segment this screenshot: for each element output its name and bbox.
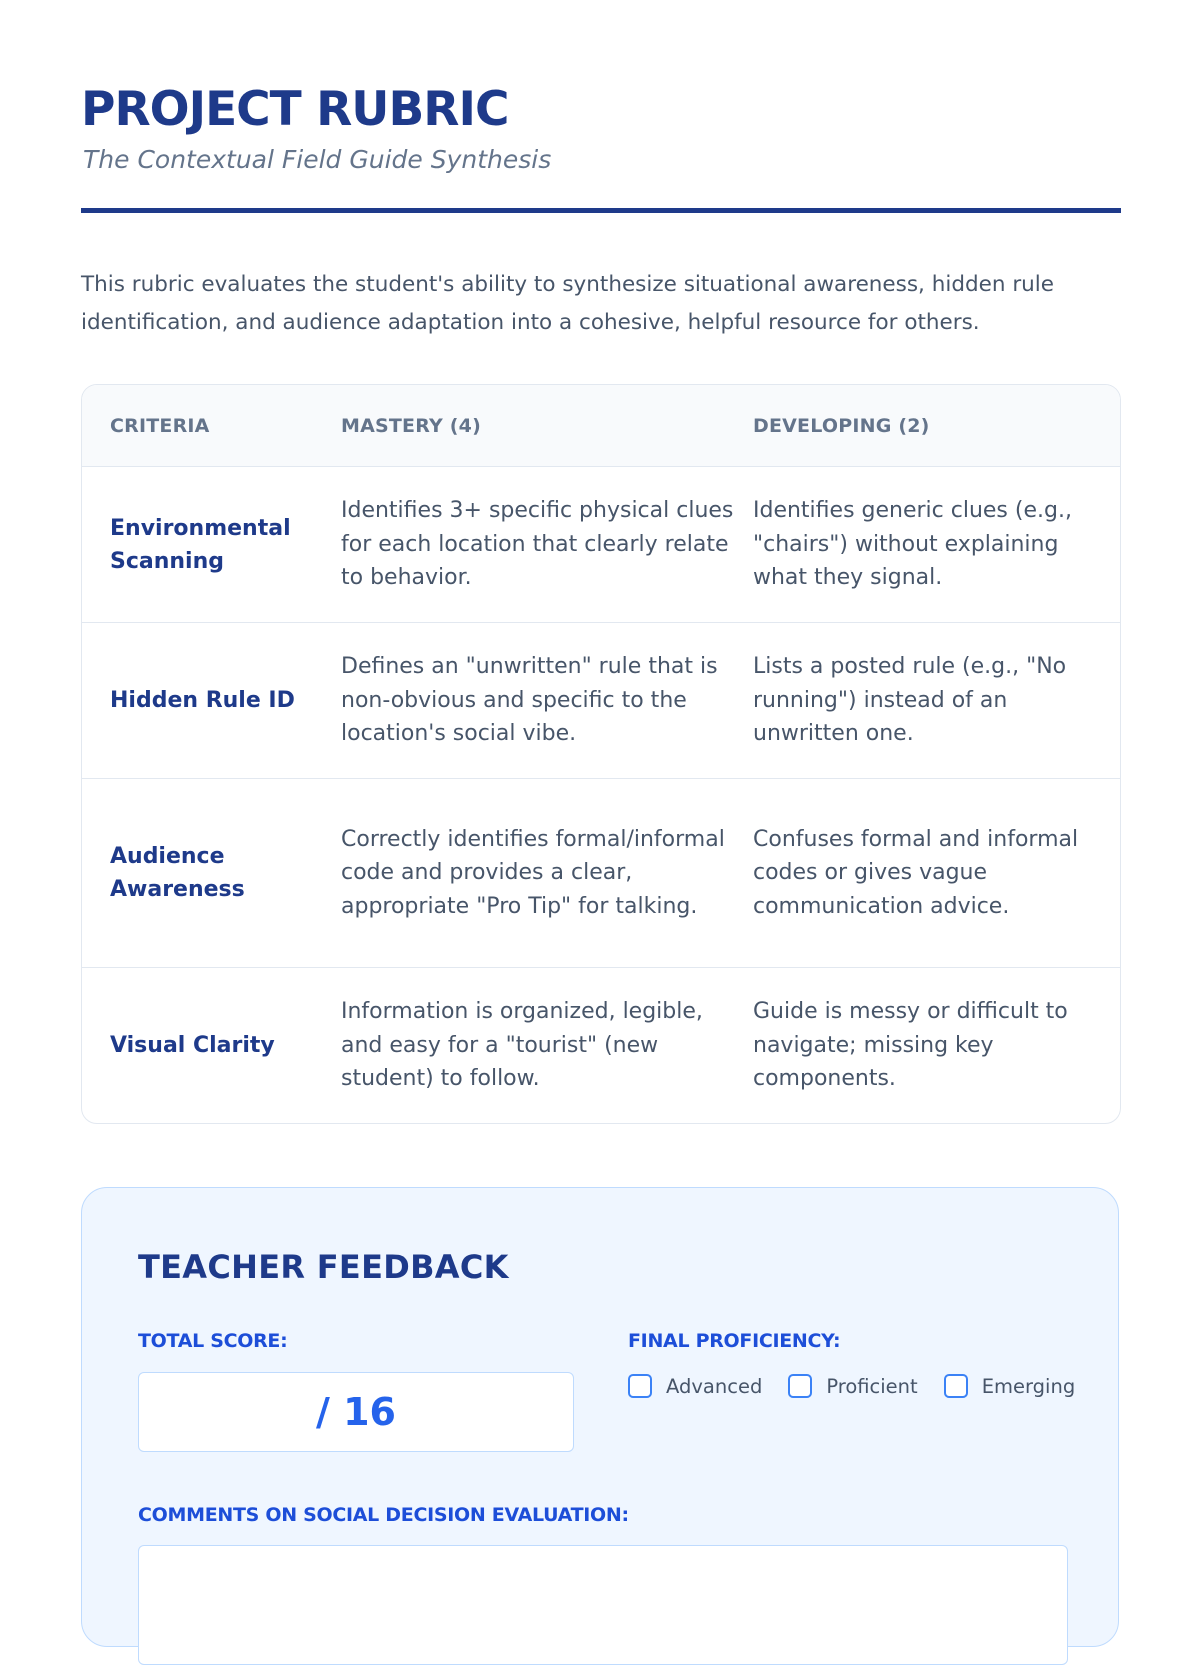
title-divider [81,208,1121,213]
advanced-label: Advanced [666,1374,763,1398]
rubric-table [81,384,1121,1124]
advanced-checkbox[interactable] [628,1374,652,1398]
mastery-cell: Identifies 3+ specific physical clues for each location that clearly relate to behavior. [341,498,734,591]
total-score-field[interactable]: / 16 [138,1372,574,1452]
option-proficient[interactable] [788,1374,917,1398]
criteria-cell: Audience Awareness [110,844,245,902]
table-row [82,967,1120,1123]
mastery-cell: Correctly identifies formal/informal code and provides a clear, appropriate "Pro Tip" for talking. [341,826,725,919]
page-title: PROJECT RUBRIC [81,82,509,137]
column-header-criteria: CRITERIA [110,414,210,437]
comments-label: COMMENTS ON SOCIAL DECISION EVALUATION: [138,1504,629,1526]
emerging-label: Emerging [981,1374,1076,1398]
final-proficiency-label: FINAL PROFICIENCY: [628,1330,841,1352]
proficient-label: Proficient [826,1374,918,1398]
option-emerging[interactable] [944,1374,1076,1398]
developing-cell: Confuses formal and informal codes or gives vague communication advice. [753,826,1079,919]
comments-field[interactable] [138,1545,1068,1665]
intro-paragraph: This rubric evaluates the student's ability to synthesize situational awareness, hidden rule identification, and audience adaptation into a cohesive, helpful resource for others. [81,272,1054,335]
teacher-feedback-panel [81,1187,1119,1647]
developing-cell: Identifies generic clues (e.g., "chairs") without explaining what they signal. [753,498,1072,591]
mastery-cell: Information is organized, legible, and easy for a "tourist" (new student) to follow. [341,999,703,1092]
feedback-title: TEACHER FEEDBACK [138,1248,509,1286]
mastery-cell: Defines an "unwritten" rule that is non-obvious and specific to the location's social vibe. [341,654,718,747]
column-header-developing: DEVELOPING (2) [753,414,930,437]
page-subtitle: The Contextual Field Guide Synthesis [83,145,552,174]
criteria-cell: Visual Clarity [110,1033,275,1058]
developing-cell: Guide is messy or difficult to navigate; missing key components. [753,999,1068,1092]
column-header-mastery: MASTERY (4) [341,414,481,437]
table-row [82,778,1120,967]
emerging-checkbox[interactable] [944,1374,968,1398]
criteria-cell: Environmental Scanning [110,515,291,574]
proficient-checkbox[interactable] [788,1374,812,1398]
rubric-header-row [82,385,1120,466]
option-advanced[interactable] [628,1374,762,1398]
criteria-cell: Hidden Rule ID [110,688,295,713]
total-score-label: TOTAL SCORE: [138,1330,288,1352]
table-row [82,466,1120,622]
proficiency-options [628,1374,1101,1398]
table-row [82,622,1120,778]
developing-cell: Lists a posted rule (e.g., "No running") instead of an unwritten one. [753,654,1067,747]
